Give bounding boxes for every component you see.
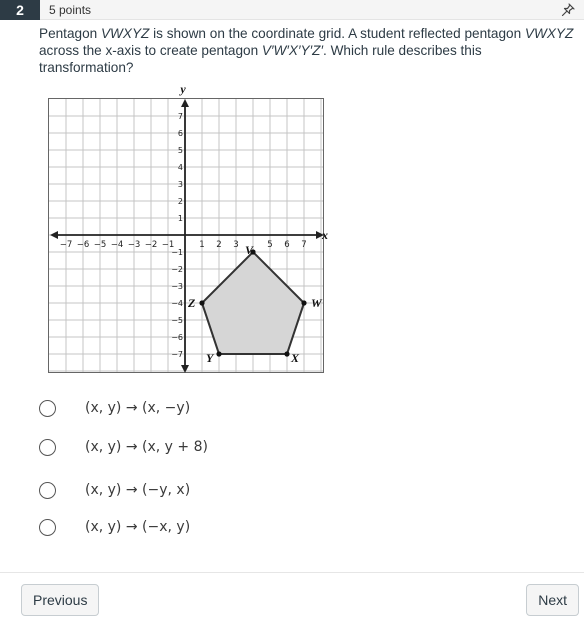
y-tick-label: 2 xyxy=(177,197,183,206)
previous-button[interactable]: Previous xyxy=(21,584,99,616)
coordinate-grid xyxy=(48,82,328,374)
question-header xyxy=(0,0,584,20)
choice-3[interactable] xyxy=(39,479,191,501)
x-tick-label: 3 xyxy=(233,240,239,250)
y-tick-label: −3 xyxy=(171,282,183,291)
y-tick-label: −7 xyxy=(171,350,183,359)
x-tick-label: −2 xyxy=(144,240,158,250)
vertex-label-y: Y xyxy=(206,351,214,365)
y-tick-label: −6 xyxy=(171,333,183,342)
next-button[interactable]: Next xyxy=(526,584,579,616)
choice-4-label: (x, y) → (−x, y) xyxy=(85,519,191,535)
question-number: 2 xyxy=(0,0,40,20)
vertex-label-z: Z xyxy=(188,296,196,310)
x-tick-label: 6 xyxy=(284,240,290,250)
choice-3-label: (x, y) → (−y, x) xyxy=(85,482,191,498)
y-tick-label: 5 xyxy=(177,146,183,155)
vertex-point-z xyxy=(199,300,204,305)
vertex-point-x xyxy=(284,351,289,356)
x-tick-label: −5 xyxy=(93,240,107,250)
vertex-label-x: X xyxy=(291,351,300,365)
x-tick-label: −6 xyxy=(76,240,90,250)
y-tick-label: −4 xyxy=(171,299,183,308)
x-tick-label: −3 xyxy=(127,240,141,250)
radio-button[interactable] xyxy=(39,400,56,417)
radio-button[interactable] xyxy=(39,482,56,499)
y-tick-label: 1 xyxy=(177,214,183,223)
y-tick-label: 7 xyxy=(177,112,183,121)
y-tick-label: 4 xyxy=(177,163,183,172)
x-tick-label: 1 xyxy=(199,240,205,250)
x-tick-label: 5 xyxy=(267,240,273,250)
radio-button[interactable] xyxy=(39,519,56,536)
choice-4[interactable] xyxy=(39,516,191,538)
question-text: Pentagon VWXYZ is shown on the coordinate grid. A student reflected pentagon VWXYZ across the x-axis to create pentagon V′W′X′Y′Z′. Which rule describes this transformation? xyxy=(39,26,574,75)
choice-2[interactable] xyxy=(39,436,208,458)
vertex-label-v: V xyxy=(245,243,254,257)
choice-1-label: (x, y) → (x, −y) xyxy=(85,400,191,416)
vertex-point-y xyxy=(216,351,221,356)
y-axis-label: y xyxy=(180,82,186,96)
choice-1[interactable] xyxy=(39,397,191,419)
radio-button[interactable] xyxy=(39,439,56,456)
x-tick-label: −4 xyxy=(110,240,124,250)
x-tick-label: −1 xyxy=(161,240,175,250)
x-axis-label: x xyxy=(322,228,328,242)
y-tick-label: 6 xyxy=(177,129,183,138)
y-tick-label: −1 xyxy=(171,248,183,257)
y-tick-label: −2 xyxy=(171,265,183,274)
points-label: 5 points xyxy=(49,3,92,17)
x-tick-label: −7 xyxy=(59,240,73,250)
choice-2-label: (x, y) → (x, y + 8) xyxy=(85,439,208,455)
vertex-point-w xyxy=(301,300,306,305)
y-tick-label: 3 xyxy=(177,180,183,189)
x-tick-label: 2 xyxy=(216,240,222,250)
x-tick-label: 7 xyxy=(301,240,307,250)
vertex-label-w: W xyxy=(311,296,322,310)
y-tick-label: −5 xyxy=(171,316,183,325)
pin-icon[interactable] xyxy=(560,2,576,18)
